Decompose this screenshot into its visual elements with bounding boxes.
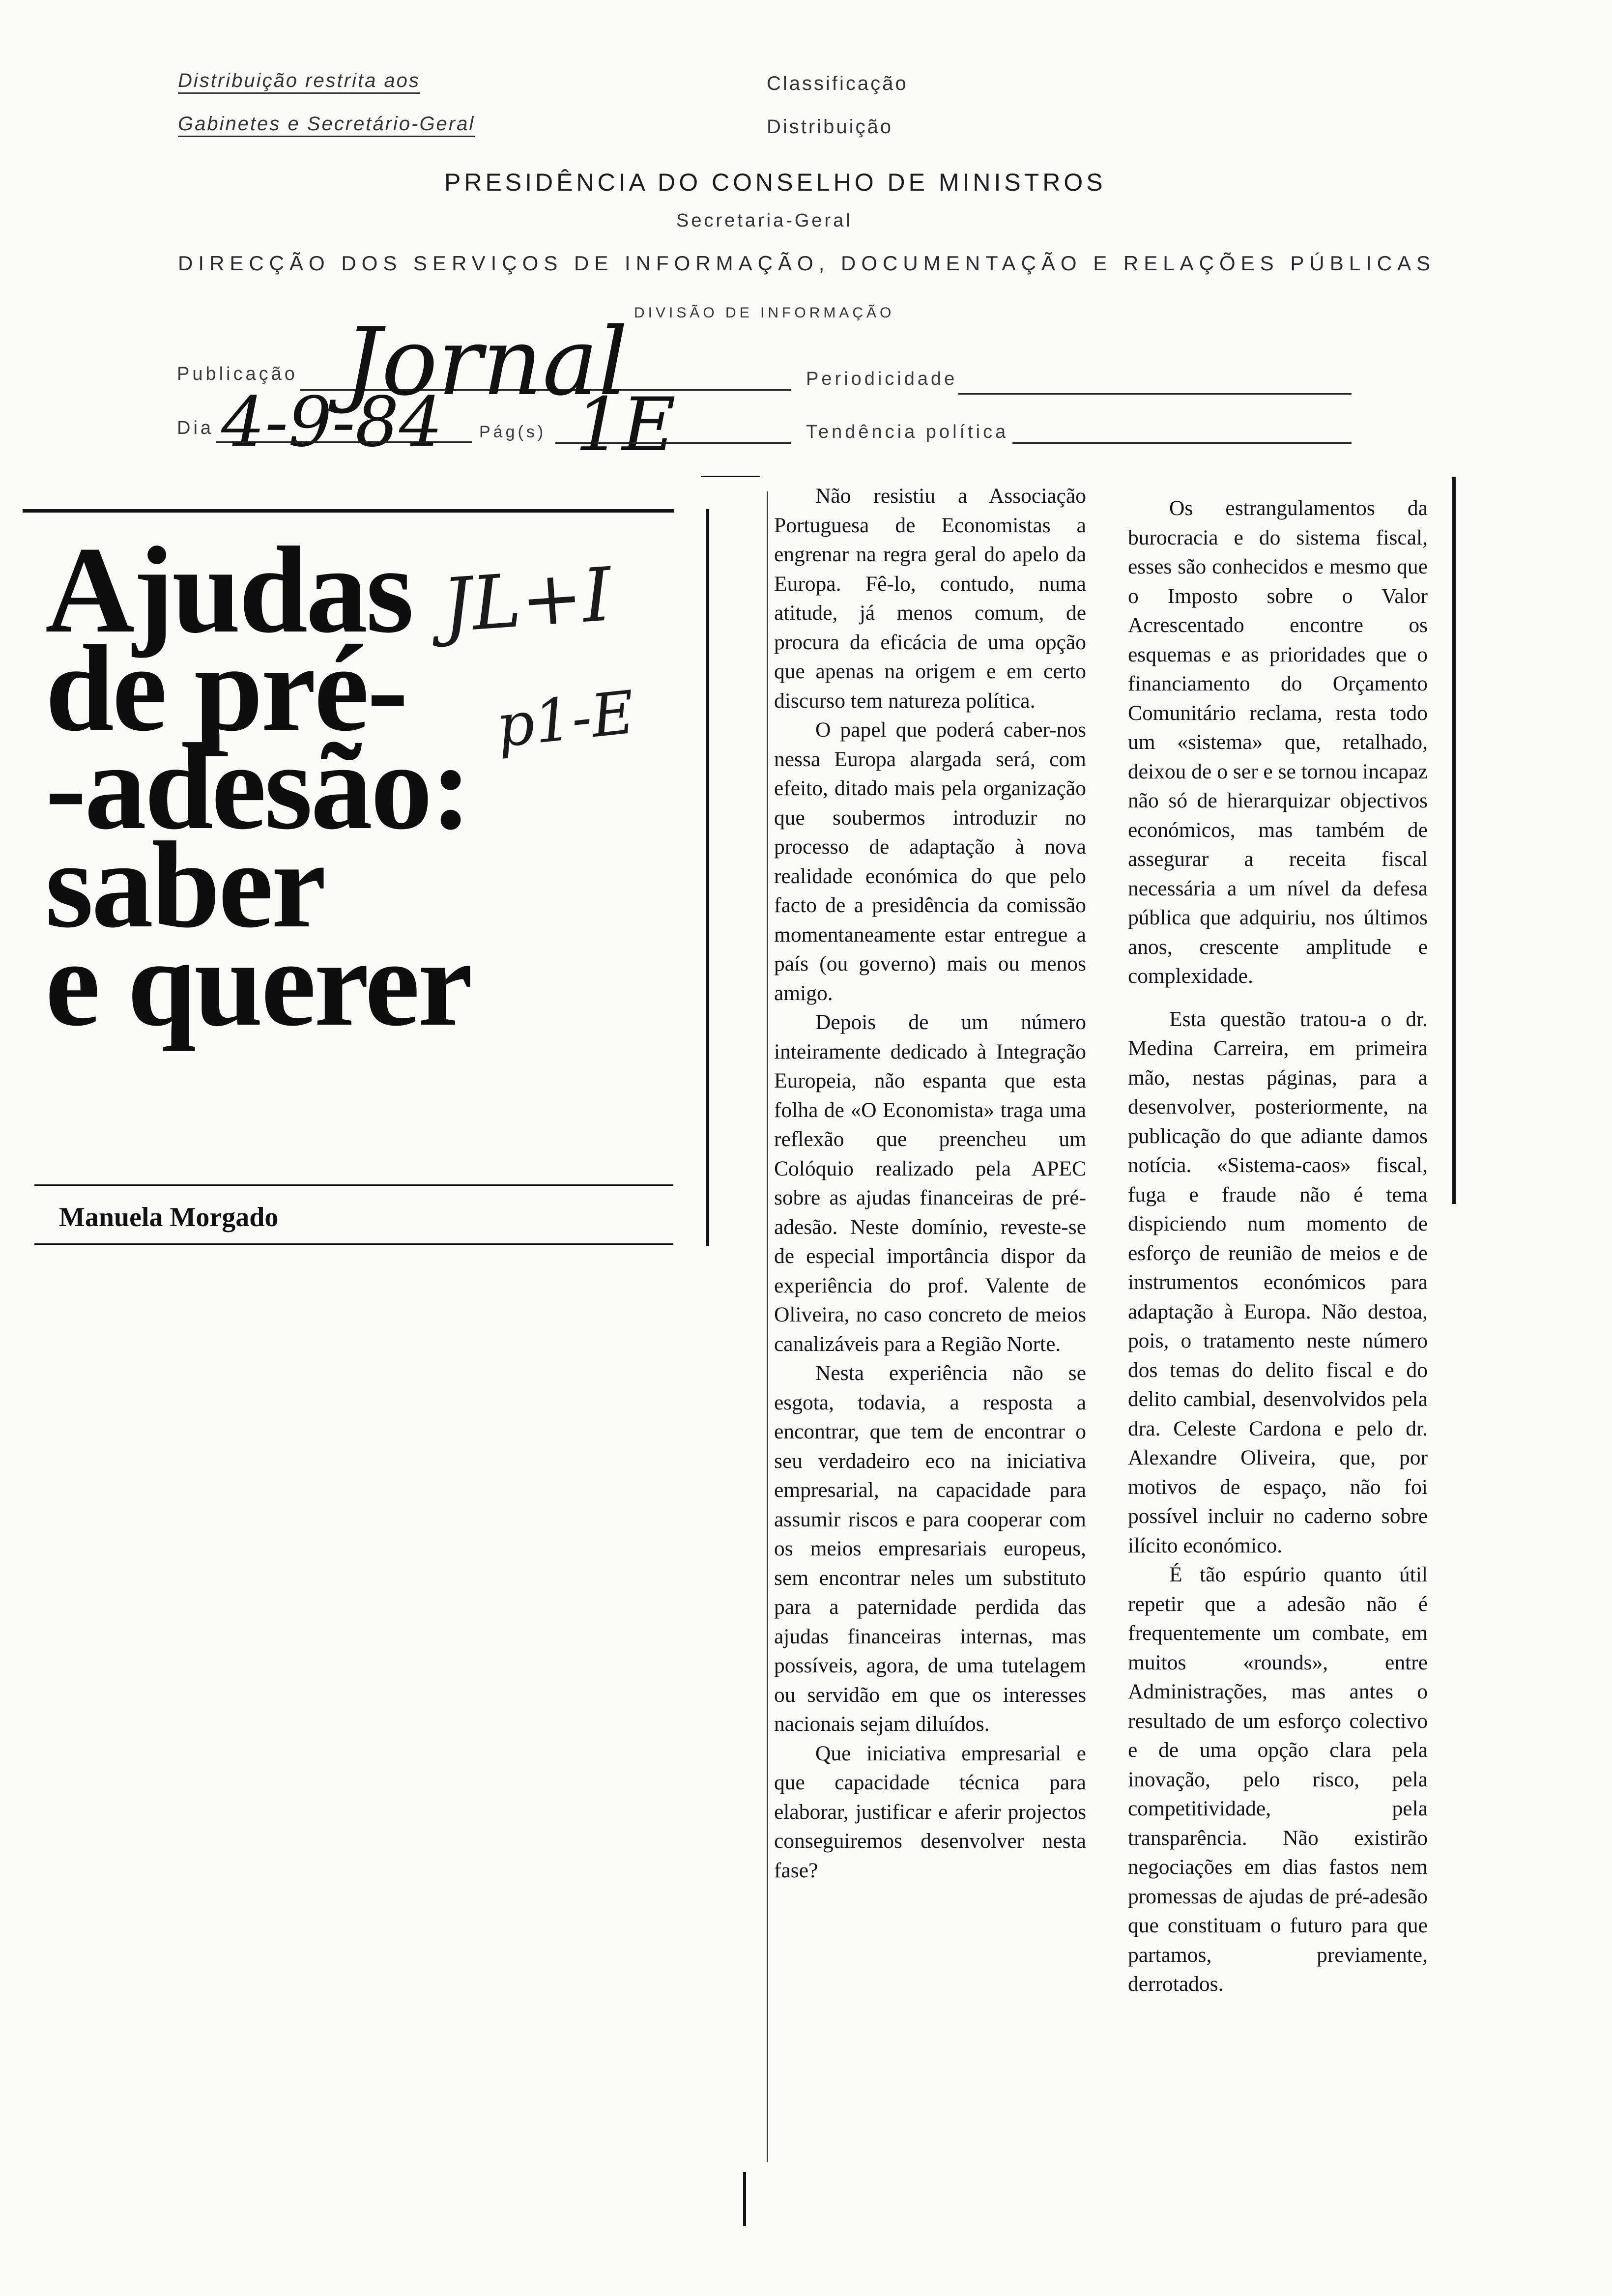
column2-paragraph-1: Os estrangulamentos da burocracia e do sistema fiscal, esses são conhecidos e mesmo que o Imposto sobre o Valor Acrescentado encontre os esquemas e as prioridades que o financiamento do Orçamento Comunitário reclama, resta todo um «sistema» que, retalhado, deixou de o ser e se tornou incapaz não só de hierarquizar objectivos económicos, mas também de assegurar a receita fiscal necessária a um nível da defesa pública que adquiriu, nos últimos anos, crescente amplitude e complexidade. <box>1128 496 1428 988</box>
day-label: Dia <box>177 418 214 438</box>
column1-paragraph-5: Que iniciativa empresarial e que capacidade técnica para elaborar, justificar e aferir projectos conseguiremos desenvolver nesta fase? <box>774 1741 1086 1882</box>
top-rule <box>23 509 674 513</box>
day-handwritten: 4-9-84 <box>221 382 443 462</box>
day-field-line <box>216 441 472 443</box>
column-end-mark <box>743 2172 746 2226</box>
article-column-1 <box>774 482 1086 1885</box>
article-column-2 <box>1128 494 1428 1999</box>
pages-handwritten: 1E <box>575 382 676 468</box>
headline-line-1: Ajudas <box>45 521 412 659</box>
column1-paragraph-2: O papel que poderá caber-nos nessa Europa alargada será, com efeito, ditado mais pela organização que soubermos introduzir no processo de adaptação à nova realidade económica do que pelo facto de a presidência da comissão momentaneamente estar entregue a país (ou governo) mais ou menos amigo. <box>774 718 1086 1005</box>
handwritten-annotation-top: JL+I <box>439 552 615 649</box>
author-byline: Manuela Morgado <box>59 1202 279 1233</box>
distribution-line-1: Distribuição restrita aos <box>178 70 420 94</box>
secretariat-label: Secretaria-Geral <box>676 210 853 231</box>
periodicity-label: Periodicidade <box>806 369 958 389</box>
handwritten-annotation-bottom: p1-E <box>493 678 638 761</box>
distribution-label: Distribuição <box>767 116 893 138</box>
column-divider-right <box>1452 477 1456 1204</box>
directorate-label: DIRECÇÃO DOS SERVIÇOS DE INFORMAÇÃO, DOCUMENTAÇÃO E RELAÇÕES PÚBLICAS <box>178 252 1436 275</box>
publication-handwritten: Jornal <box>344 308 628 416</box>
publication-label: Publicação <box>177 364 298 384</box>
division-label: DIVISÃO DE INFORMAÇÃO <box>634 305 895 321</box>
headline-line-2: de pré- <box>45 619 406 757</box>
column1-paragraph-1: Não resistiu a Associação Portuguesa de Economistas a engrenar na regra geral do apelo da Europa. Fê-lo, contudo, numa atitude, já menos comum, de procura da eficácia de uma opção que apenas na origem e em certo discurso tem natureza política. <box>774 484 1086 713</box>
headline-frame-right <box>706 509 709 1246</box>
column2-paragraph-3: É tão espúrio quanto útil repetir que a adesão não é frequentemente um combate, em muitos «rounds», entre Administrações, mas antes o resultado de um esforço colectivo e de uma opção clara pela inovação, pelo risco, pela competitividade, pela transparência. Não existirão negociações em dias fastos nem promessas de ajudas de pré-adesão que constituam o futuro para que partamos, previamente, derrotados. <box>1128 1563 1428 1996</box>
pages-field-line <box>555 442 791 444</box>
headline-line-4: saber <box>45 816 324 953</box>
headline-line-5: e querer <box>45 914 471 1052</box>
organization-title: PRESIDÊNCIA DO CONSELHO DE MINISTROS <box>444 169 1106 196</box>
headline <box>45 521 471 1052</box>
column-divider-left <box>767 491 768 2162</box>
distribution-line-2: Gabinetes e Secretário-Geral <box>178 113 475 137</box>
column-top-rule <box>701 476 760 477</box>
author-rule-top <box>34 1184 673 1186</box>
pages-label: Pág(s) <box>479 423 547 441</box>
tendency-label: Tendência política <box>806 422 1009 442</box>
column1-paragraph-3: Depois de um número inteiramente dedicado à Integração Europeia, não espanta que esta folha de «O Economista» traga uma reflexão que preencheu um Colóquio realizado pela APEC sobre as ajudas financeiras de pré-adesão. Neste domínio, reveste-se de especial importância dispor da experiência do prof. Valente de Oliveira, no caso concreto de meios canalizáveis para a Região Norte. <box>774 1010 1086 1356</box>
classification-label: Classificação <box>767 73 908 94</box>
column1-paragraph-4: Nesta experiência não se esgota, todavia, a resposta a encontrar, que tem de encontrar o seu verdadeiro eco na iniciativa empresarial, na capacidade para assumir riscos e para cooperar com os meios empresariais europeus, sem encontrar neles um substituto para a paternidade perdida das ajudas financeiras internas, mas possíveis, agora, de uma tutelagem ou servidão em que os interesses nacionais sejam diluídos. <box>774 1361 1086 1736</box>
periodicity-field-line <box>958 393 1352 395</box>
column2-paragraph-2: Esta questão tratou-a o dr. Medina Carreira, em primeira mão, nestas páginas, para a desenvolver, posteriormente, na publicação do que adiante damos notícia. «Sistema-caos» fiscal, fuga e fraude não é tema dispiciendo num momento de esforço de reunião de meios e de instrumentos económicos para adaptação à Europa. Não destoa, pois, o tratamento neste número dos temas do delito fiscal e do delito cambial, desenvolvidos pela dra. Celeste Cardona e pelo dr. Alexandre Oliveira, que, por motivos de espaço, não foi possível incluir no caderno sobre ilícito económico. <box>1128 1007 1428 1557</box>
tendency-field-line <box>1012 442 1352 444</box>
headline-line-3: -adesão: <box>45 718 470 855</box>
author-rule-bottom <box>34 1243 673 1245</box>
